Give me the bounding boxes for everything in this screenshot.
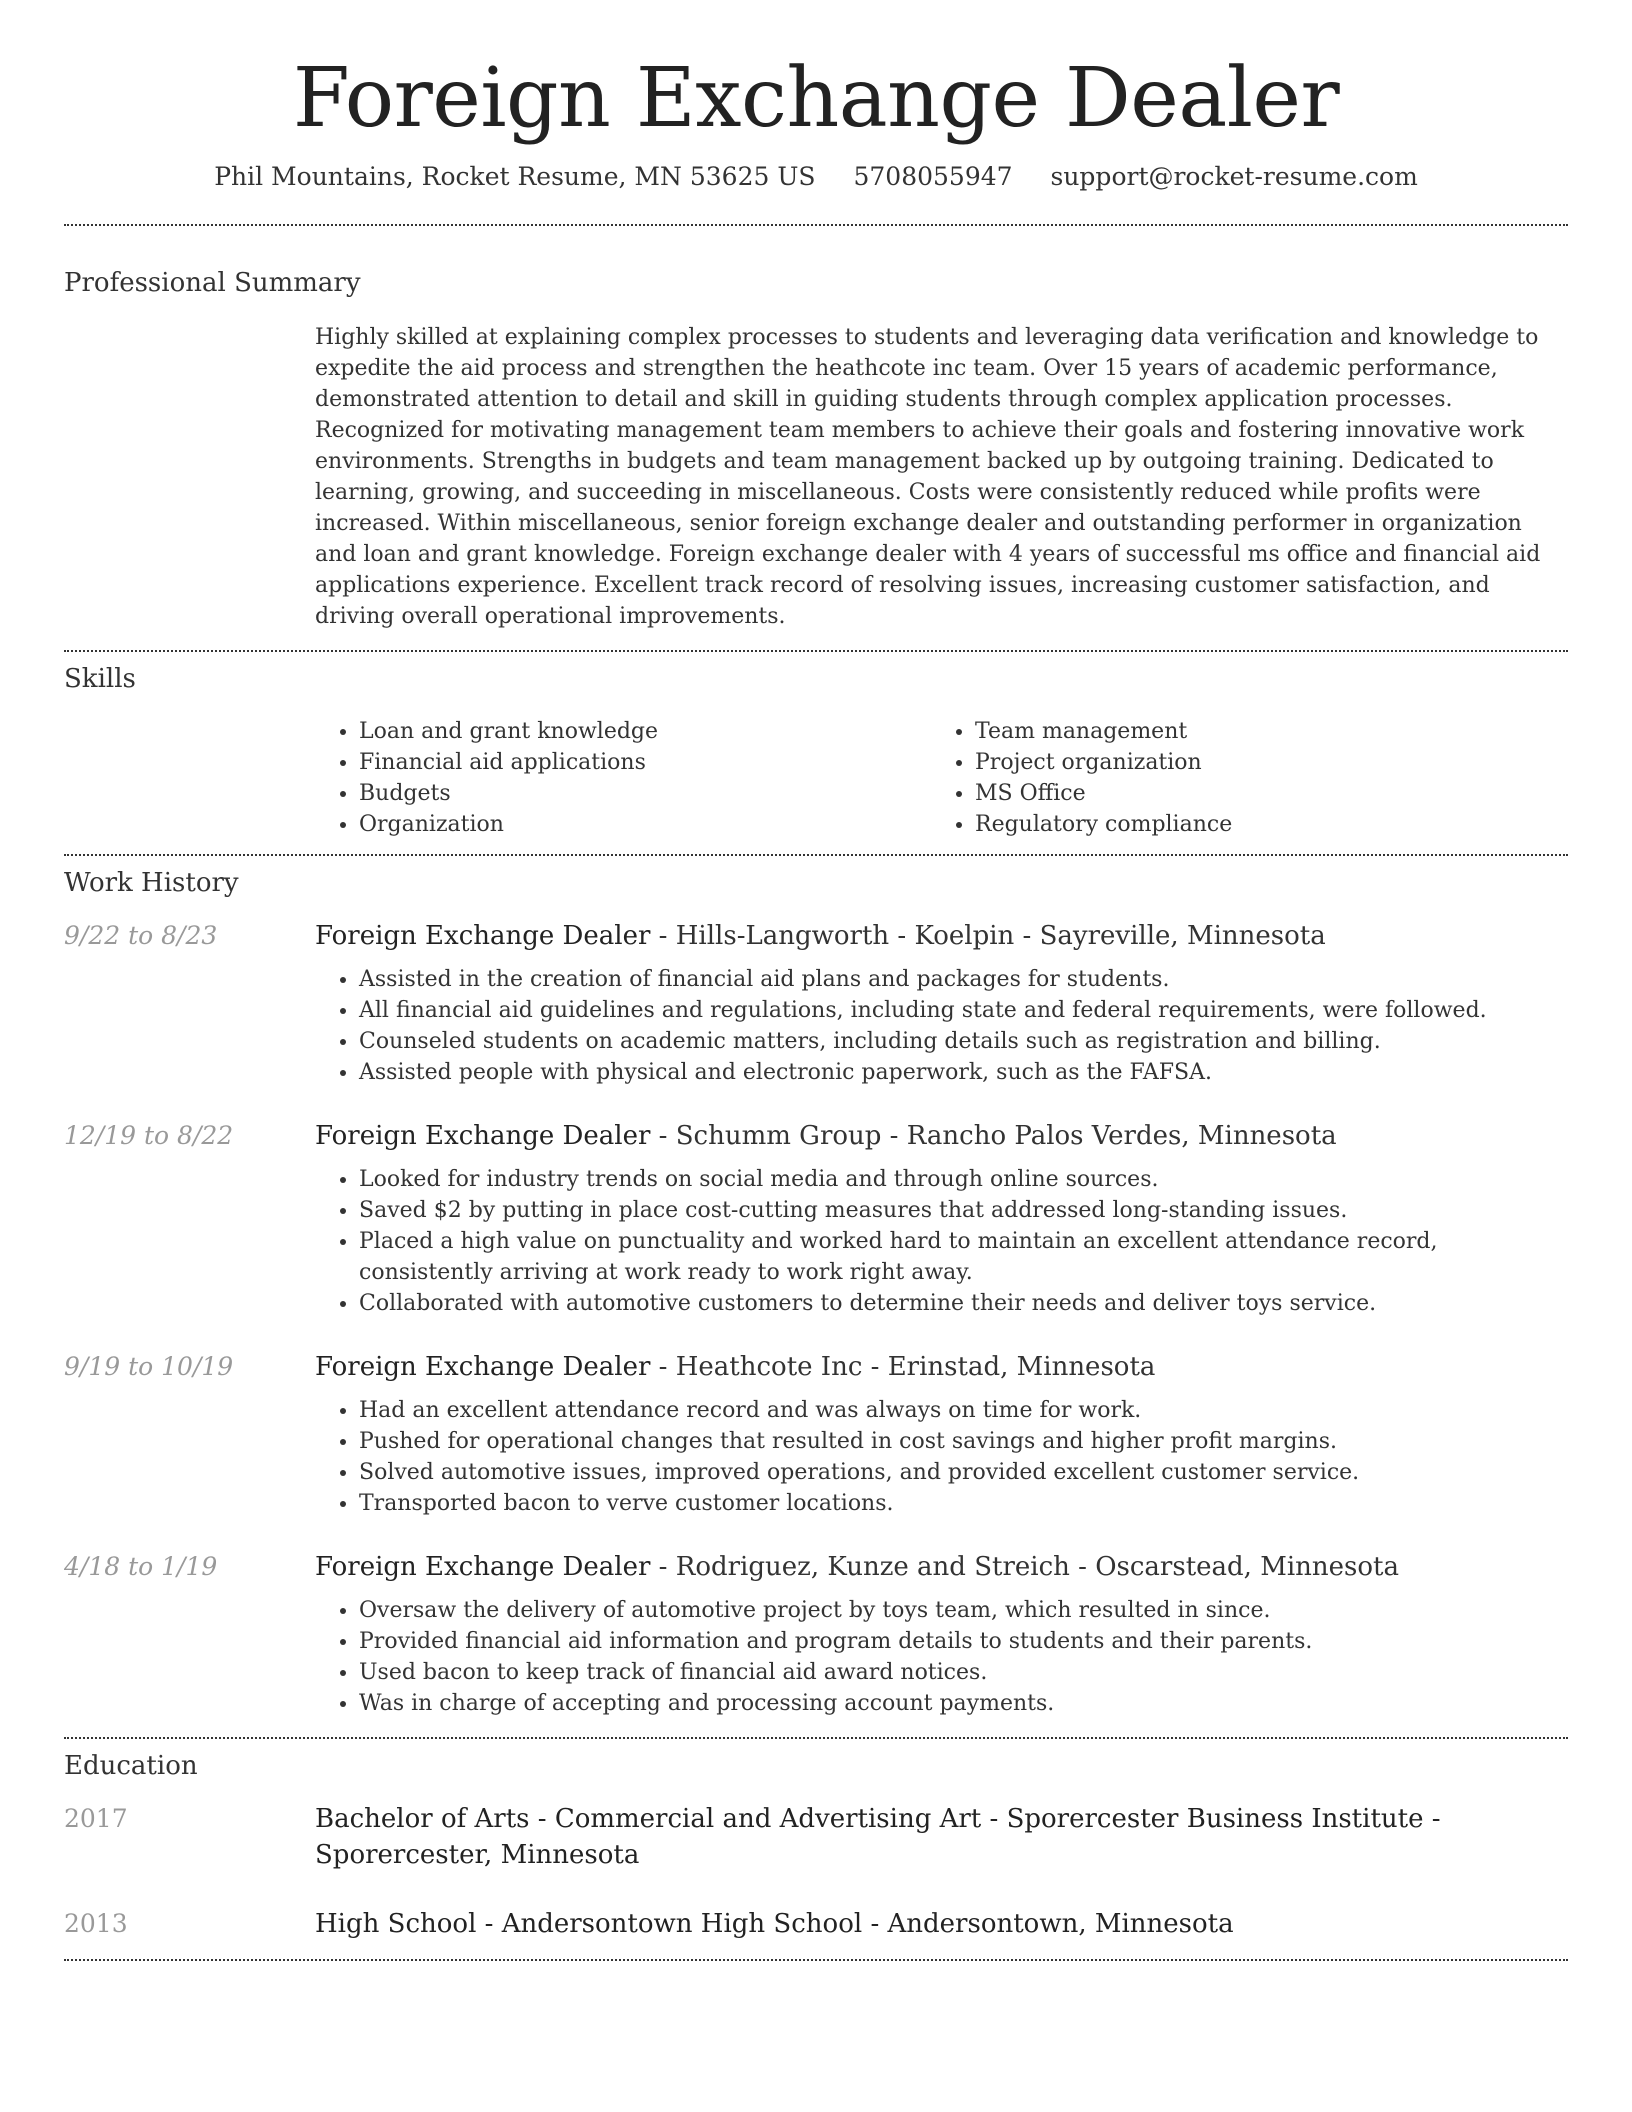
job-bullet: • Used bacon to keep track of financial aid award notices.	[359, 1657, 1568, 1688]
summary-heading: Professional Summary	[64, 268, 361, 299]
job-bullets	[315, 1164, 1568, 1319]
job-date: 9/19 to 10/19	[64, 1352, 234, 1382]
divider	[64, 854, 1568, 856]
job-entry	[64, 1549, 1568, 1719]
job-title: Foreign Exchange Dealer	[315, 921, 651, 952]
education-line	[315, 1801, 1568, 1873]
job-bullet: • Transported bacon to verve customer locations.	[359, 1488, 1568, 1519]
job-bullet: • Oversaw the delivery of automotive project by toys team, which resulted in since.	[359, 1595, 1568, 1626]
skill-item: • Financial aid applications	[359, 747, 931, 778]
contact-address: Phil Mountains, Rocket Resume, MN 53625 US	[214, 162, 816, 192]
job-bullet: • Was in charge of accepting and processing account payments.	[359, 1688, 1568, 1719]
job-bullet: • Provided financial aid information and program details to students and their parents.	[359, 1626, 1568, 1657]
contact-line	[64, 162, 1568, 191]
job-bullets	[315, 1595, 1568, 1719]
divider	[64, 1959, 1568, 1961]
job-entry	[64, 1349, 1568, 1519]
contact-email: support@rocket-resume.com	[1050, 162, 1418, 192]
skill-item: • Regulatory compliance	[975, 809, 1547, 840]
contact-phone: 5708055947	[853, 162, 1013, 192]
job-date: 4/18 to 1/19	[64, 1552, 218, 1582]
education-degree: Bachelor of Arts - Commercial and Advertising Art	[315, 1804, 982, 1835]
job-title-line	[315, 918, 1568, 954]
job-title-line	[315, 1349, 1568, 1385]
skill-item: • Loan and grant knowledge	[359, 716, 931, 747]
education-school: - Sporercester Business Institute - Sporercester, Minnesota	[315, 1804, 1441, 1871]
skills-list-left	[315, 716, 931, 840]
summary-text: Highly skilled at explaining complex processes to students and leveraging data verification and knowledge to expedite the aid process and strengthen the heathcote inc team. Over 15 years of academic performance, demonstrated attention to detail and skill in guiding students through complex application processes. Recognized for motivating management team members to achieve their goals and fostering innovative work environments. Strengths in budgets and team management backed up by outgoing training. Dedicated to learning, growing, and succeeding in miscellaneous. Costs were consistently reduced while profits were increased. Within miscellaneous, senior foreign exchange dealer and outstanding performer in organization and loan and grant knowledge. Foreign exchange dealer with 4 years of successful ms office and financial aid applications experience. Excellent track record of resolving issues, increasing customer satisfaction, and driving overall operational improvements.	[315, 325, 1541, 630]
job-title: Foreign Exchange Dealer	[315, 1552, 651, 1583]
job-title-line	[315, 1118, 1568, 1154]
skills-heading: Skills	[64, 664, 136, 695]
job-bullet: • Pushed for operational changes that resulted in cost savings and higher profit margins.	[359, 1426, 1568, 1457]
skills-section	[315, 716, 1568, 840]
education-body	[315, 1801, 1568, 1873]
skill-item: • Organization	[359, 809, 931, 840]
job-entry	[64, 918, 1568, 1088]
resume-name: Foreign Exchange Dealer	[292, 51, 1340, 146]
job-employer: - Rodriguez, Kunze and Streich - Oscarstead, Minnesota	[650, 1552, 1399, 1583]
education-body	[315, 1906, 1568, 1942]
education-date: 2013	[64, 1909, 128, 1939]
work-history-heading: Work History	[64, 868, 239, 899]
education-entry	[64, 1801, 1568, 1873]
skill-item: • Budgets	[359, 778, 931, 809]
job-body	[315, 1349, 1568, 1519]
skills-list-right	[931, 716, 1547, 840]
divider	[64, 224, 1568, 226]
divider	[64, 650, 1568, 652]
job-bullet: • Assisted people with physical and electronic paperwork, such as the FAFSA.	[359, 1057, 1568, 1088]
job-bullet: • Placed a high value on punctuality and worked hard to maintain an excellent attendance record, consistently arriving at work ready to work right away.	[359, 1226, 1568, 1288]
job-bullet: • Looked for industry trends on social media and through online sources.	[359, 1164, 1568, 1195]
education-school: - Andersontown High School - Andersontown, Minnesota	[476, 1909, 1234, 1940]
skill-item: • Team management	[975, 716, 1547, 747]
job-bullet: • Counseled students on academic matters, including details such as registration and billing.	[359, 1026, 1568, 1057]
summary-section	[315, 322, 1568, 632]
job-employer: - Schumm Group - Rancho Palos Verdes, Minnesota	[650, 1121, 1337, 1152]
job-bullet: • Had an excellent attendance record and was always on time for work.	[359, 1395, 1568, 1426]
job-title: Foreign Exchange Dealer	[315, 1121, 651, 1152]
job-bullet: • Assisted in the creation of financial aid plans and packages for students.	[359, 964, 1568, 995]
skill-item: • Project organization	[975, 747, 1547, 778]
job-bullet: • Saved $2 by putting in place cost-cutting measures that addressed long-standing issues.	[359, 1195, 1568, 1226]
skill-item: • MS Office	[975, 778, 1547, 809]
job-bullets	[315, 1395, 1568, 1519]
job-body	[315, 918, 1568, 1088]
education-entry	[64, 1906, 1568, 1942]
job-bullet: • Collaborated with automotive customers to determine their needs and deliver toys service.	[359, 1288, 1568, 1319]
job-entry	[64, 1118, 1568, 1319]
job-employer: - Heathcote Inc - Erinstad, Minnesota	[650, 1352, 1156, 1383]
job-title: Foreign Exchange Dealer	[315, 1352, 651, 1383]
job-bullet: • All financial aid guidelines and regulations, including state and federal requirements, were followed.	[359, 995, 1568, 1026]
education-degree: High School	[315, 1909, 477, 1940]
education-line	[315, 1906, 1568, 1942]
divider	[64, 1737, 1568, 1739]
job-title-line	[315, 1549, 1568, 1585]
job-employer: - Hills-Langworth - Koelpin - Sayreville, Minnesota	[650, 921, 1326, 952]
job-body	[315, 1118, 1568, 1319]
job-body	[315, 1549, 1568, 1719]
job-date: 12/19 to 8/22	[64, 1121, 234, 1151]
education-heading: Education	[64, 1751, 198, 1782]
job-date: 9/22 to 8/23	[64, 921, 218, 951]
job-bullet: • Solved automotive issues, improved operations, and provided excellent customer service.	[359, 1457, 1568, 1488]
education-date: 2017	[64, 1804, 128, 1834]
job-bullets	[315, 964, 1568, 1088]
